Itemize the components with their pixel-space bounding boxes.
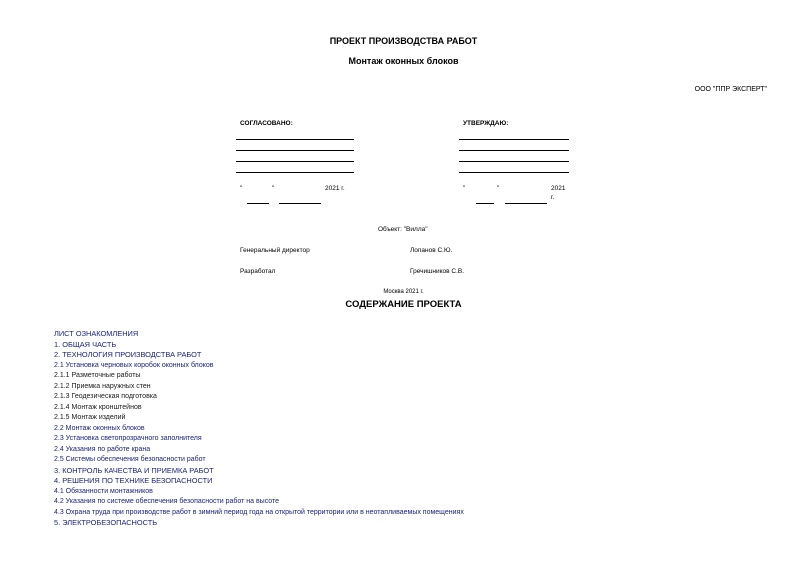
director-role: Генеральный директор [240,247,310,254]
toc-item-4-1[interactable]: 4.1 Обязанности монтажников [54,487,153,495]
toc-item-4-3[interactable]: 4.3 Охрана труда при производстве работ в зимний период года на открытой территории или в неотапливаемых помещениях [54,508,464,516]
toc-item-acknowledgement[interactable]: ЛИСТ ОЗНАКОМЛЕНИЯ [54,329,139,338]
signature-line [236,172,354,173]
developer-role: Разработал [240,268,276,275]
quote-close: " [497,185,500,192]
toc-item-2-3[interactable]: 2.3 Установка светопрозрачного заполнителя [54,435,202,442]
developer-name: Гречишников С.В. [410,268,465,275]
document-subtitle: Монтаж оконных блоков [348,56,459,66]
director-name: Лопанов С.Ю. [410,247,453,254]
place-date: Москва 2021 г. [383,289,424,295]
signature-line [459,161,569,162]
toc-item-2-1-2[interactable]: 2.1.2 Приемка наружных стен [54,382,151,390]
toc-item-4-2[interactable]: 4.2 Указания по системе обеспечения безопасности работ на высоте [54,498,280,505]
signature-line [236,161,354,162]
date-month-line [279,203,321,204]
toc-item-2-1-5[interactable]: 2.1.5 Монтаж изделий [54,414,126,421]
signature-line [459,172,569,173]
object-name: Объект: "Вилла" [378,226,428,233]
toc-item-1[interactable]: 1. ОБЩАЯ ЧАСТЬ [54,339,117,349]
toc-item-5[interactable]: 5. ЭЛЕКТРОБЕЗОПАСНОСТЬ [54,518,158,527]
date-month-line [505,203,547,204]
toc-title: СОДЕРЖАНИЕ ПРОЕКТА [345,299,462,310]
document-title: ПРОЕКТ ПРОИЗВОДСТВА РАБОТ [329,36,478,46]
quote-close: " [272,185,275,192]
toc-item-4[interactable]: 4. РЕШЕНИЯ ПО ТЕХНИКЕ БЕЗОПАСНОСТИ [54,476,213,485]
signature-line [459,139,569,140]
toc-item-2-1-3[interactable]: 2.1.3 Геодезическая подготовка [54,393,157,400]
company-name: ООО "ППР ЭКСПЕРТ" [694,86,767,93]
toc-item-2-1[interactable]: 2.1 Установка черновых коробок оконных блоков [54,361,214,369]
toc-item-2[interactable]: 2. ТЕХНОЛОГИЯ ПРОИЗВОДСТВА РАБОТ [54,350,202,359]
toc-item-3[interactable]: 3. КОНТРОЛЬ КАЧЕСТВА И ПРИЕМКА РАБОТ [54,465,214,475]
quote-open: " [240,185,243,192]
toc-item-2-5[interactable]: 2.5 Системы обеспечения безопасности работ [54,456,206,463]
toc-item-2-1-4[interactable]: 2.1.4 Монтаж кронштейнов [54,403,142,411]
approval-left-heading: СОГЛАСОВАНО: [240,120,293,127]
table-of-contents [54,329,464,529]
date-year: 2021 [551,185,566,192]
date-day-line [247,203,269,204]
toc-item-2-4[interactable]: 2.4 Указания по работе крана [54,445,151,453]
toc-item-2-2[interactable]: 2.2 Монтаж оконных блоков [54,424,145,432]
signature-line [236,150,354,151]
signature-line [459,150,569,151]
approval-right-heading: УТВЕРЖДАЮ: [463,120,509,127]
toc-item-2-1-1[interactable]: 2.1.1 Разметочные работы [54,372,141,379]
date-year: 2021 г. [325,185,345,192]
date-year-suffix: г. [551,194,555,201]
signature-line [236,139,354,140]
quote-open: " [463,185,466,192]
date-day-line [476,203,494,204]
